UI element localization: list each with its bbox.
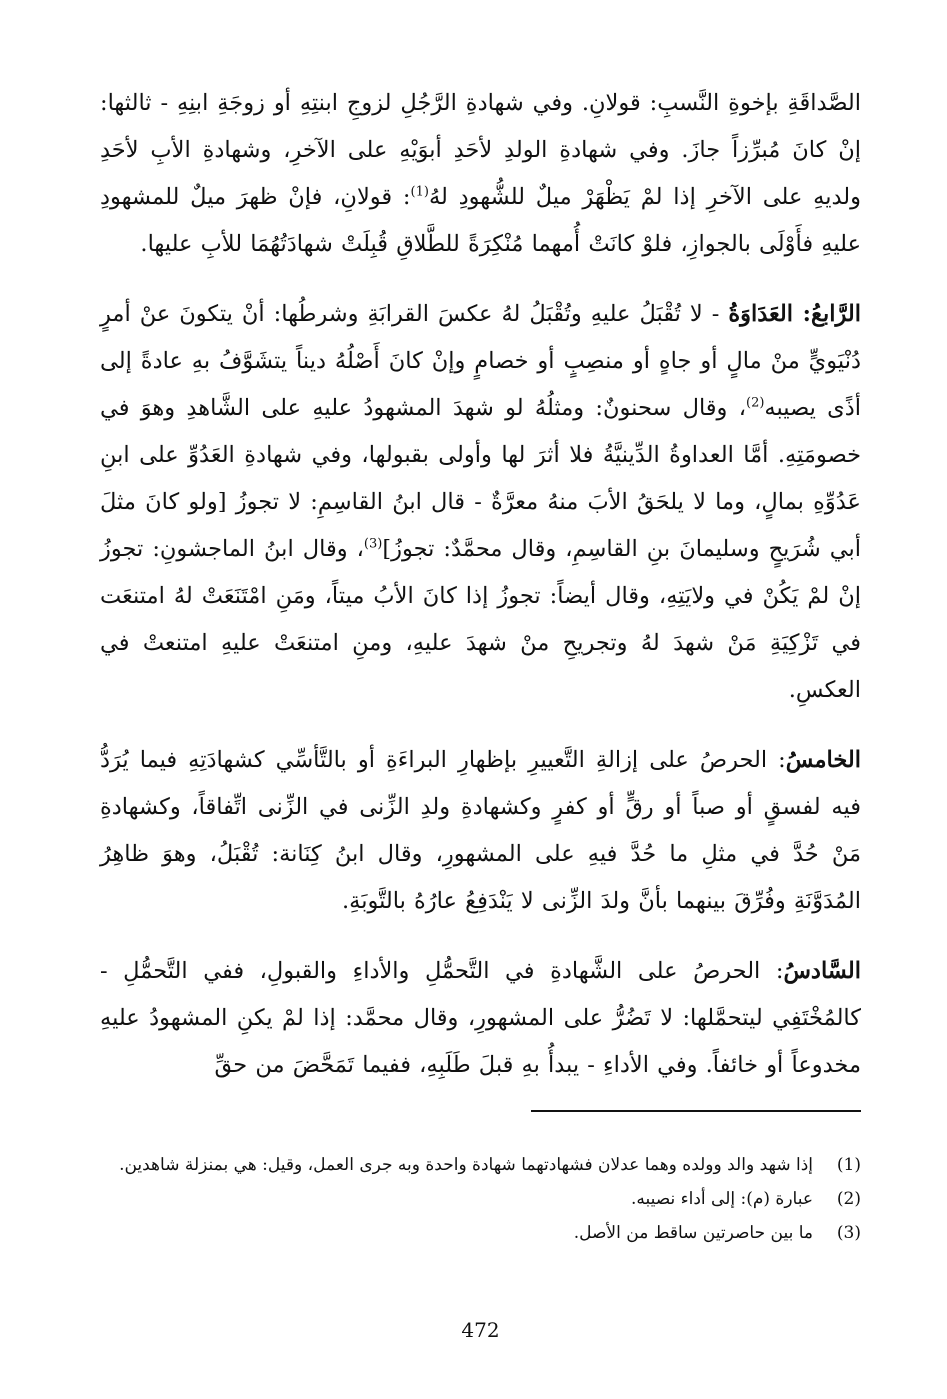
footnote-number: (2): [836, 1189, 861, 1209]
section-heading: الرَّابعُ: العَدَاوَةُ: [728, 301, 861, 327]
paragraph-text: - لا تُقْبَلُ عليهِ وتُقْبَلُ لهُ عكسَ القرابَةِ وشرطُها: أنْ يتكونَ عنْ أمرٍ دُنْيَويٍّ منْ مالٍ أو جاهٍ أو منصِبٍ أو خصامٍ وإنْ كانَ أَصْلُهُ ديناً يتشَوَّفُ بهِ عادةً إلى أذًى يصيبه: [100, 301, 862, 421]
footnote-marker[interactable]: (3): [363, 536, 383, 552]
footnote-marker[interactable]: (1): [410, 184, 429, 200]
footnote-number: (1): [836, 1155, 861, 1175]
section-heading: السَّادسُ: [783, 958, 861, 984]
paragraph-fifth: [100, 737, 861, 925]
footnote-item: [100, 1150, 861, 1180]
footnote-number: (3): [836, 1223, 861, 1243]
footnote-marker[interactable]: (2): [745, 395, 765, 411]
page-body: [100, 80, 861, 1399]
footnote-text: ما بين حاصرتين ساقط من الأصل.: [573, 1223, 813, 1243]
paragraph-text: : الحرصُ على إزالةِ التَّعييرِ بإظهارِ البراءَةِ أو بالتَّأسِّي كشهادَتِهِ فيما يُرَدُّ فيه لفسقٍ أو صباً أو رقٍّ أو كفرٍ وكشهادةِ ولدِ الزِّنى في الزِّنى اتِّفاقاً، وكشهادةِ مَنْ حُدَّ في مثلِ ما حُدَّ فيهِ على المشهورِ، وقال ابنُ كِنَانة: تُقْبَلُ، وهوَ ظاهِرُ المُدَوَّنَةِ وفُرِّقَ بينهما بأنَّ ولدَ الزِّنى لا يَنْدَفِعُ عارُهُ بالتَّوبَةِ.: [100, 747, 861, 914]
paragraph-text: : قولانِ، فإنْ ظهرَ ميلٌ للمشهودِ عليهِ فأَوْلَى بالجوازِ، فلوْ كانَتْ أُمهما مُنْكِرَةً للطَّلاقِ قُبِلَتْ شهادَتُهُمَا للأبِ عليها.: [100, 184, 861, 257]
footnote-divider: [531, 1110, 861, 1112]
paragraph-text: ، وقال سحنونٌ: ومثلُهُ لو شهدَ المشهودُ عليهِ على الشَّاهدِ وهوَ في خصومَتِهِ. أمَّا العداوةُ الدِّينيَّةُ فلا أثرَ لها وأولى بقبولها، وفي شهادةِ العَدُوِّ على ابنِ عَدُوِّهِ بمالٍ، وما لا يلحَقُ الأبَ منهُ معرَّةٌ - قال ابنُ القاسِمِ: لا تجوزُ [ولو كانَ مثلَ أبي شُرَيحٍ وسليمانَ بنِ القاسِمِ، وقال محمَّدٌ: تجوزُ]: [100, 395, 861, 562]
footnote-text: إذا شهد والد وولده وهما عدلان فشهادتهما شهادة واحدة وبه جرى العمل، وقيل: هي بمنزلة شاهدين.: [119, 1155, 813, 1175]
paragraph-fourth-enmity: [100, 291, 861, 714]
paragraph-text: ، وقال ابنُ الماجشونِ: تجوزُ إنْ لمْ يَكُنْ في ولايَتِهِ، وقال أيضاً: تجوزُ إذا كانَ الأبُ ميتاً، ومَنِ امْتَنَعَتْ لهُ امتنعَت في تَزْكِيَةِ مَنْ شهدَ لهُ وتجريحِ منْ شهدَ عليهِ، ومنِ امتنعَتْ عليهِ امتنعتْ في العكسِ.: [100, 536, 861, 703]
paragraph-text: : الحرصُ على الشَّهادةِ في التَّحمُّلِ والأداءِ والقبولِ، ففي التَّحمُّلِ - كالمُخْتَفِي ليتحمَّلها: لا تَضُرُّ على المشهورِ، وقال محمَّد: إذا لمْ يكنِ المشهودُ عليهِ مخدوعاً أو خائفاً. وفي الأداءِ - يبدأُ بهِ قبلَ طَلَبِهِ، ففيما تَمَحَّضَ من حقِّ: [100, 958, 861, 1078]
footnote-item: [100, 1218, 861, 1248]
footnote-item: [100, 1184, 861, 1214]
paragraph-continuation: [100, 80, 861, 268]
paragraph-text: الصَّداقَةِ بإخوةِ النَّسبِ: قولانِ. وفي شهادةِ الرَّجُلِ لزوجِ ابنتِهِ أو زوجَةِ ابنِهِ - ثالثها: إنْ كانَ مُبرِّزاً جازَ. وفي شهادةِ الولدِ لأحَدِ أبوَيْهِ على الآخرِ، وشهادةِ الأبِ لأحَدِ ولديهِ على الآخرِ إذا لمْ يَظْهَرْ ميلٌ للشُّهودِ لهُ: [100, 90, 862, 210]
paragraph-sixth: [100, 948, 861, 1089]
section-heading: الخامسُ: [785, 747, 861, 773]
page-number: 472: [461, 1318, 500, 1342]
footnotes: [100, 1150, 861, 1252]
footnote-text: عبارة (م): إلى أداء نصيبه.: [630, 1189, 813, 1209]
